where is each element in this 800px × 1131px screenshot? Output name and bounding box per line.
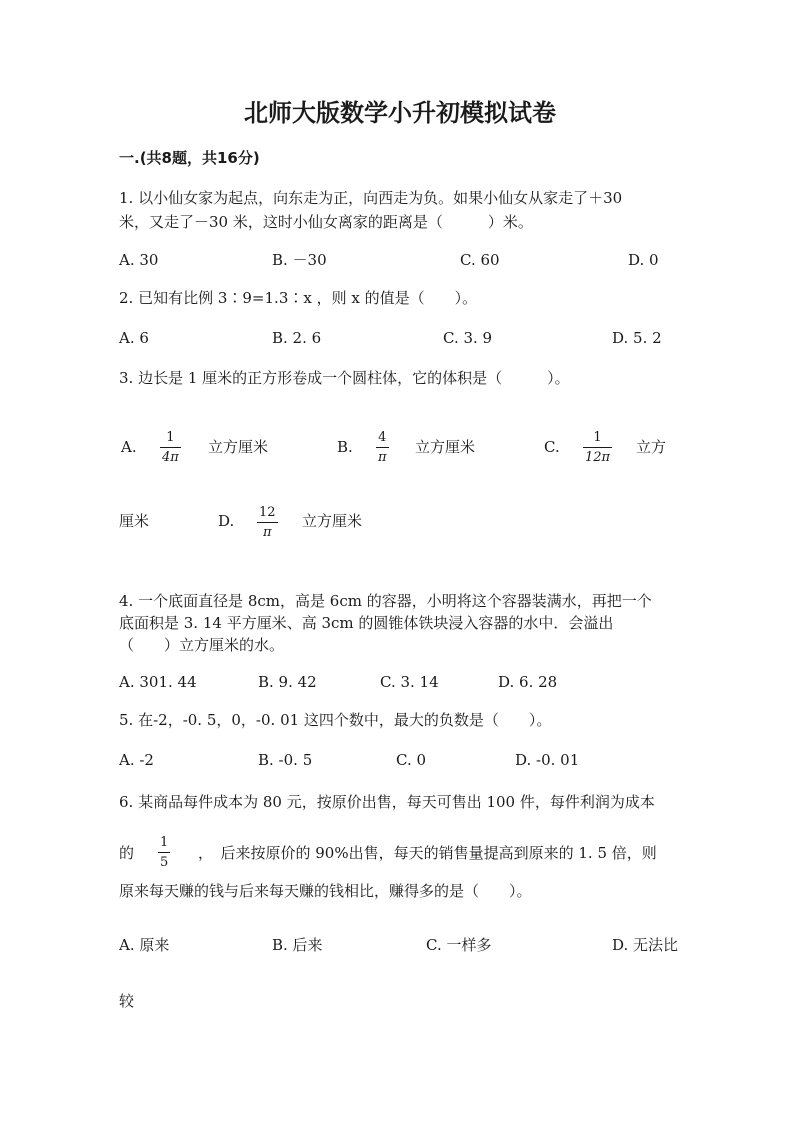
page-title: 北师大版数学小升初模拟试卷 (244, 99, 556, 127)
question-3-option-a-unit: 立方厘米 (208, 438, 269, 456)
fraction-numerator: 12 (259, 505, 276, 520)
fraction-denominator: π (378, 450, 387, 465)
fraction-denominator: 12π (585, 450, 611, 465)
question-1-option-c[interactable]: C. 60 (460, 251, 500, 269)
question-2-option-b[interactable]: B. 2. 6 (272, 329, 322, 347)
question-6-option-d[interactable]: D. 无法比 (612, 936, 679, 954)
question-2-option-a[interactable]: A. 6 (119, 329, 149, 347)
question-6-option-d-wrap: 较 (119, 992, 135, 1010)
question-6-option-b[interactable]: B. 后来 (272, 936, 323, 954)
question-1-option-a[interactable]: A. 30 (119, 251, 159, 269)
question-3-option-d-fraction (257, 505, 278, 540)
fraction-denominator: 5 (160, 855, 169, 870)
question-1-option-d[interactable]: D. 0 (628, 251, 659, 269)
section-heading: 一.(共8题，共16分) (119, 149, 260, 167)
question-3-option-c-unit: 立方 (636, 438, 667, 456)
question-5-option-c[interactable]: C. 0 (396, 751, 427, 769)
question-1-line-2: 米，又走了－30 米，这时小仙女离家的距离是（ ）米。 (119, 213, 533, 231)
question-6-fraction (158, 835, 170, 870)
question-2-option-d[interactable]: D. 5. 2 (612, 329, 662, 347)
question-4-line-1: 4. 一个底面直径是 8cm，高是 6cm 的容器，小明将这个容器装满水，再把一个 (119, 592, 652, 610)
question-3-option-c-label[interactable]: C. (544, 438, 560, 456)
fraction-denominator: π (263, 525, 272, 540)
question-3-option-b-unit: 立方厘米 (415, 438, 476, 456)
question-2-line-1: 2. 已知有比例 3∶9=1.3∶x ，则 x 的值是（ ）。 (119, 289, 478, 307)
question-4-line-3: （ ）立方厘米的水。 (119, 636, 285, 654)
question-6-line-2: ， 后来按原价的 90%出售，每天的销售量提高到原来的 1. 5 倍，则 (198, 844, 657, 862)
question-3-option-c-unit-wrap: 厘米 (119, 512, 150, 530)
question-3-option-a-fraction (160, 430, 181, 465)
fraction-numerator: 1 (160, 835, 169, 850)
question-5-option-b[interactable]: B. -0. 5 (258, 751, 313, 769)
question-1-option-b[interactable]: B. －30 (272, 251, 327, 269)
question-6-option-c[interactable]: C. 一样多 (426, 936, 492, 954)
question-3-line-1: 3. 边长是 1 厘米的正方形卷成一个圆柱体，它的体积是（ ）。 (119, 369, 570, 387)
fraction-numerator: 4 (378, 430, 387, 445)
question-4-line-2: 底面积是 3. 14 平方厘米、高 3cm 的圆锥体铁块浸入容器的水中．会溢出 (119, 614, 614, 632)
question-4-option-d[interactable]: D. 6. 28 (498, 673, 558, 691)
fraction-numerator: 1 (593, 430, 602, 445)
question-3-option-b-label[interactable]: B. (337, 438, 353, 456)
question-3-option-b-fraction (376, 430, 389, 465)
question-1-line-1: 1. 以小仙女家为起点，向东走为正，向西走为负。如果小仙女从家走了＋30 (119, 189, 623, 207)
fraction-denominator: 4π (162, 450, 179, 465)
question-4-option-a[interactable]: A. 301. 44 (119, 673, 197, 691)
question-4-option-c[interactable]: C. 3. 14 (380, 673, 439, 691)
question-2-option-c[interactable]: C. 3. 9 (443, 329, 493, 347)
question-5-option-a[interactable]: A. -2 (119, 751, 154, 769)
question-6-line-1: 6. 某商品每件成本为 80 元，按原价出售，每天可售出 100 件，每件利润为成本 (119, 793, 655, 811)
question-5-option-d[interactable]: D. -0. 01 (515, 751, 580, 769)
question-5-line-1: 5. 在-2，-0. 5，0，-0. 01 这四个数中，最大的负数是（ ）。 (119, 711, 552, 729)
question-3-option-a-label[interactable]: A. (121, 438, 137, 456)
question-6-line-2-prefix: 的 (119, 844, 135, 862)
question-6-line-3: 原来每天赚的钱与后来每天赚的钱相比，赚得多的是（ ）。 (119, 882, 532, 900)
fraction-numerator: 1 (166, 430, 175, 445)
question-3-option-c-fraction (583, 430, 612, 465)
question-4-option-b[interactable]: B. 9. 42 (258, 673, 317, 691)
question-3-option-d-unit: 立方厘米 (302, 512, 363, 530)
question-3-option-d-label[interactable]: D. (218, 512, 235, 530)
question-6-option-a[interactable]: A. 原来 (119, 936, 170, 954)
